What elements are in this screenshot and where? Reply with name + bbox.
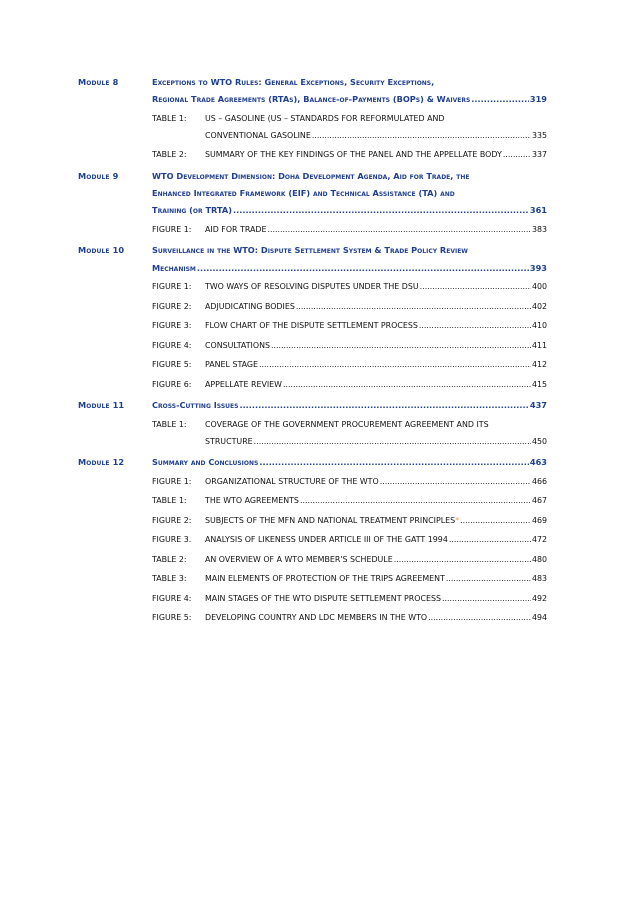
entry-desc-line: COVERAGE OF THE GOVERNMENT PROCUREMENT AGREEMENT AND ITS	[205, 419, 489, 429]
leader-dots	[271, 340, 531, 352]
toc-entry[interactable]	[205, 593, 547, 605]
page-number: 437	[529, 400, 547, 410]
entry-desc-text: AID FOR TRADE	[205, 224, 267, 234]
module-title-text: Cross-Cutting Issues	[152, 400, 239, 410]
entry-label: FIGURE 2:	[152, 301, 192, 311]
entry-label: TABLE 3:	[152, 574, 187, 584]
entry-label: TABLE 2:	[152, 150, 187, 160]
entry-desc-text: AN OVERVIEW OF A WTO MEMBER'S SCHEDULE	[205, 554, 393, 564]
entry-label: FIGURE 1:	[152, 476, 192, 486]
page-number: 410	[531, 321, 547, 330]
page-number: 450	[531, 436, 547, 446]
entry-desc-text: ORGANIZATIONAL STRUCTURE OF THE WTO	[205, 476, 379, 486]
module-title-line: WTO Development Dimension: Doha Development Agenda, Aid for Trade, the	[152, 170, 470, 181]
page-number: 319	[529, 94, 547, 105]
entry-desc-text: FLOW CHART OF THE DISPUTE SETTLEMENT PROCESS	[205, 321, 418, 330]
page-number: 361	[529, 205, 547, 216]
entry-label: FIGURE 3:	[152, 321, 192, 330]
toc-entry[interactable]	[205, 281, 547, 293]
page-number: 480	[531, 554, 547, 564]
module-label: Module 11	[78, 400, 125, 410]
entry-desc-text: PANEL STAGE	[205, 360, 259, 369]
entry-desc-text: THE WTO AGREEMENTS	[205, 496, 299, 506]
page-number: 483	[531, 574, 547, 584]
leader-dots	[233, 204, 529, 216]
leader-dots	[471, 93, 529, 105]
leader-dots	[259, 359, 531, 371]
entry-label: FIGURE 2:	[152, 515, 192, 525]
leader-dots	[449, 534, 531, 546]
page-number: 335	[531, 130, 547, 140]
toc-entry[interactable]	[205, 436, 547, 448]
page-number: 469	[531, 515, 547, 525]
entry-label: FIGURE 6:	[152, 379, 192, 389]
entry-desc-text: MAIN ELEMENTS OF PROTECTION OF THE TRIPS AGREEMENT	[205, 574, 445, 584]
toc-entry[interactable]	[205, 340, 547, 352]
toc-entry[interactable]	[205, 534, 547, 546]
leader-dots	[460, 515, 531, 527]
entry-desc-text: DEVELOPING COUNTRY AND LDC MEMBERS IN THE WTO	[205, 613, 428, 623]
page-number: 466	[531, 476, 547, 486]
page-number: 492	[531, 593, 547, 603]
entry-label: FIGURE 4:	[152, 593, 192, 603]
page-number: 337	[531, 150, 547, 160]
module-label: Module 10	[78, 245, 125, 256]
page-number: 402	[531, 301, 547, 311]
asterisk-mark: *	[455, 515, 460, 525]
entry-desc-text: ANALYSIS OF LIKENESS UNDER ARTICLE III OF THE GATT 1994	[205, 535, 448, 545]
leader-dots	[428, 612, 531, 624]
entry-label: FIGURE 5:	[152, 613, 192, 623]
toc-entry[interactable]	[205, 301, 547, 313]
leader-dots	[312, 130, 531, 142]
entry-desc-text: ADJUDICATING BODIES	[205, 301, 295, 311]
entry-label: FIGURE 3.	[152, 535, 192, 545]
module-title-line: Enhanced Integrated Framework (EIF) and Technical Assistance (TA) and	[152, 188, 455, 199]
toc-entry[interactable]	[205, 359, 547, 371]
entry-label: FIGURE 1:	[152, 224, 192, 234]
entry-label: TABLE 2:	[152, 554, 187, 564]
page-number: 411	[531, 340, 547, 350]
toc-entry[interactable]	[205, 573, 547, 585]
leader-dots	[419, 320, 531, 332]
module-label: Module 12	[78, 457, 125, 468]
page-number: 400	[531, 282, 547, 291]
entry-desc-text: TWO WAYS OF RESOLVING DISPUTES UNDER THE DSU	[205, 282, 419, 291]
entry-desc-line: US – GASOLINE (US – STANDARDS FOR REFORMULATED AND	[205, 113, 445, 123]
page-number: 415	[531, 379, 547, 389]
toc-entry[interactable]	[205, 149, 547, 161]
leader-dots	[197, 262, 529, 274]
entry-label: FIGURE 1:	[152, 282, 192, 291]
leader-dots	[283, 379, 531, 391]
toc-entry[interactable]	[205, 476, 547, 488]
toc-entry[interactable]	[205, 379, 547, 391]
entry-label: TABLE 1:	[152, 113, 187, 123]
page-number: 463	[529, 457, 547, 468]
entry-label: TABLE 1:	[152, 496, 187, 506]
page-number: 393	[529, 262, 547, 273]
toc-entry[interactable]	[205, 224, 547, 236]
leader-dots	[394, 554, 531, 566]
entry-desc-text: MAIN STAGES OF THE WTO DISPUTE SETTLEMENT PROCESS	[205, 593, 442, 603]
entry-desc-text: STRUCTURE	[205, 436, 253, 446]
module-title-text: Regional Trade Agreements (RTAs), Balance-of-Payments (BOPs) & Waivers	[152, 94, 471, 105]
module-label: Module 9	[78, 170, 119, 181]
toc-entry[interactable]	[205, 612, 547, 624]
module-title-text: Mechanism	[152, 262, 196, 273]
entry-label: FIGURE 4:	[152, 340, 192, 350]
page-number: 494	[531, 613, 547, 623]
leader-dots	[446, 573, 531, 585]
entry-desc-text: CONVENTIONAL GASOLINE	[205, 130, 311, 140]
toc-entry[interactable]	[205, 130, 547, 142]
entry-label: TABLE 1:	[152, 419, 187, 429]
leader-dots	[259, 456, 529, 468]
leader-dots	[503, 149, 531, 161]
toc-entry[interactable]	[205, 320, 547, 332]
entry-desc-text: SUBJECTS OF THE MFN AND NATIONAL TREATMENT PRINCIPLES	[205, 515, 456, 525]
leader-dots	[296, 301, 531, 313]
module-title[interactable]	[152, 399, 547, 411]
module-title-line: Exceptions to WTO Rules: General Exceptions, Security Exceptions,	[152, 77, 435, 87]
module-title-line: Surveillance in the WTO: Dispute Settlement System & Trade Policy Review	[152, 245, 468, 256]
entry-desc-text: CONSULTATIONS	[205, 340, 270, 350]
entry-desc-text: SUMMARY OF THE KEY FINDINGS OF THE PANEL AND THE APPELLATE BODY	[205, 150, 502, 160]
page-number: 383	[531, 224, 547, 234]
toc-entry[interactable]	[205, 495, 547, 507]
module-title-text: Summary and Conclusions	[152, 457, 259, 468]
leader-dots	[268, 224, 531, 236]
module-label: Module 8	[78, 77, 119, 87]
page-number: 467	[531, 496, 547, 506]
module-title[interactable]	[152, 456, 547, 468]
module-title[interactable]	[152, 262, 547, 274]
module-title[interactable]	[152, 204, 547, 216]
leader-dots	[420, 281, 531, 293]
leader-dots	[239, 399, 528, 411]
toc-entry[interactable]	[205, 515, 547, 527]
leader-dots	[380, 476, 531, 488]
leader-dots	[442, 593, 531, 605]
page-number: 472	[531, 535, 547, 545]
entry-desc-text: APPELLATE REVIEW	[205, 379, 282, 389]
leader-dots	[300, 495, 531, 507]
module-title[interactable]	[152, 93, 547, 105]
toc-entry[interactable]	[205, 554, 547, 566]
module-title-text: Training (or TRTA)	[152, 205, 232, 216]
page-number: 412	[531, 360, 547, 369]
leader-dots	[254, 436, 531, 448]
entry-label: FIGURE 5:	[152, 360, 192, 369]
